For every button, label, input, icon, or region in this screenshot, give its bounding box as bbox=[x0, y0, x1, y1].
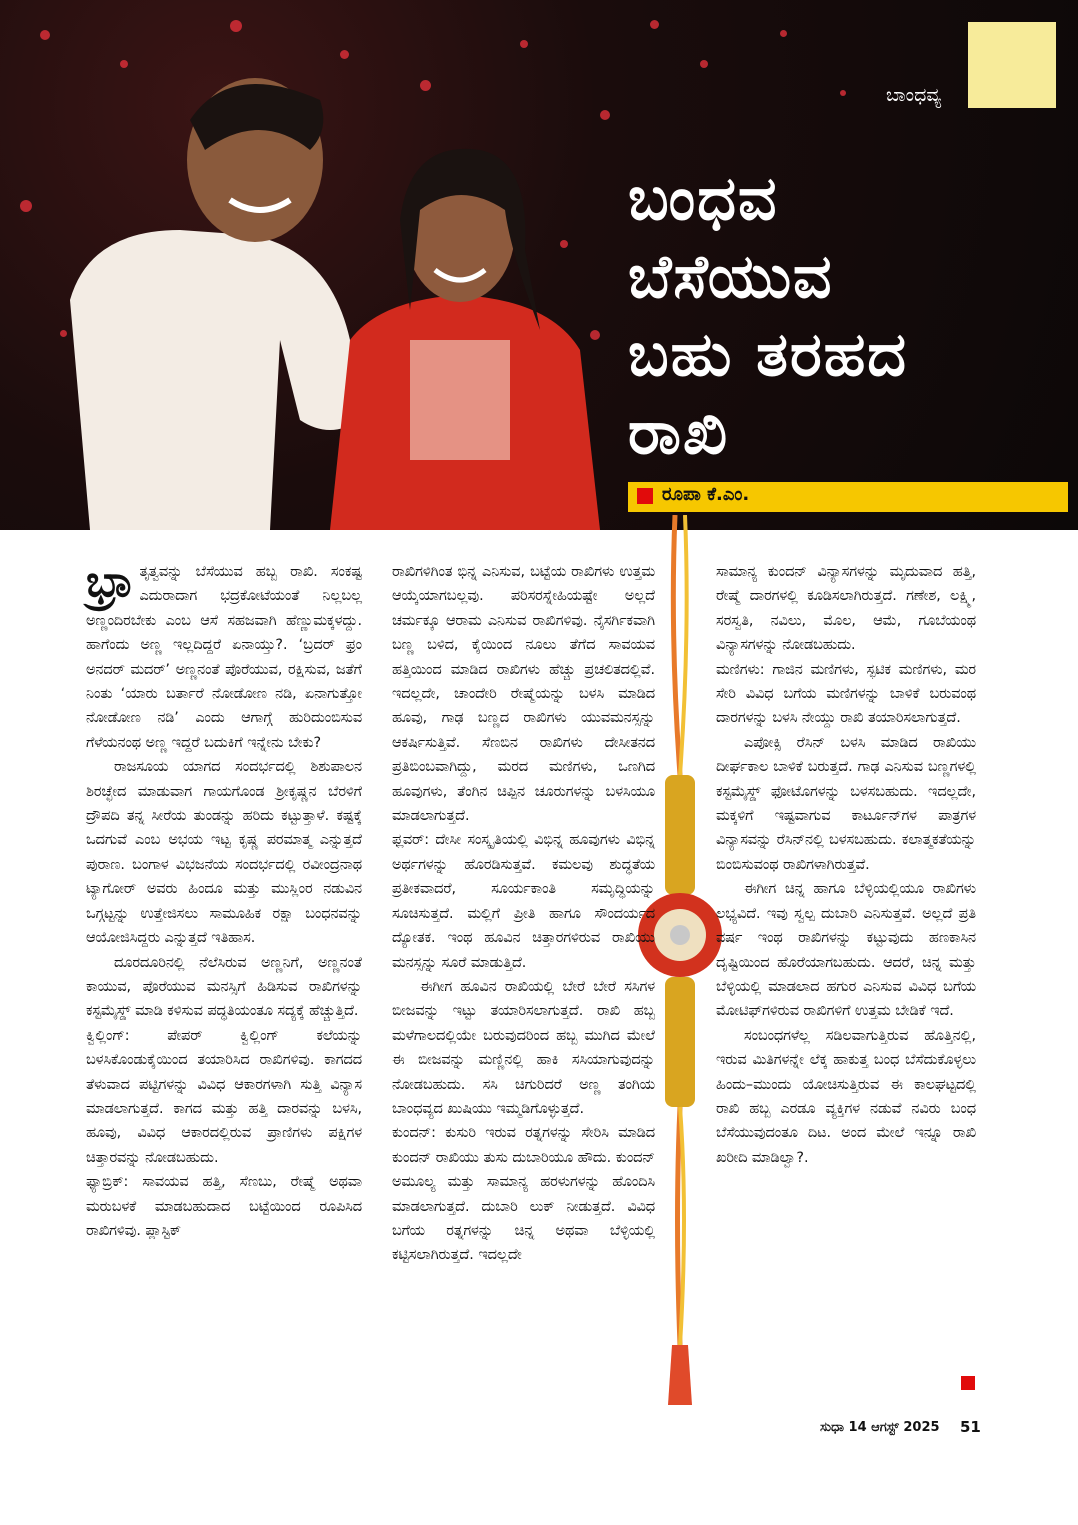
paragraph: ಸಂಬಂಧಗಳೆಲ್ಲ ಸಡಿಲವಾಗುತ್ತಿರುವ ಹೊತ್ತಿನಲ್ಲಿ, ಇರುವ ಮಿತಿಗಳನ್ನೇ ಲೆಕ್ಕ ಹಾಕುತ್ತ ಬಂಧ ಬೆಸೆದುಕೊಳ್ಳಲು ಹಿಂದು–ಮುಂದು ಯೋಚಿಸುತ್ತಿರುವ ಈ ಕಾಲಘಟ್ಟದಲ್ಲಿ ರಾಖಿ ಹಬ್ಬ ಎರಡೂ ವ್ಯಕ್ತಿಗಳ ನಡುವೆ ನವಿರು ಬಂಧ ಬೆಸೆಯುವುದಂತೂ ದಿಟ. ಅಂದ ಮೇಲೆ ಇನ್ನೂ ರಾಖಿ ಖರೀದಿ ಮಾಡಿಲ್ವಾ?. bbox=[716, 1027, 976, 1166]
section-tag-box bbox=[968, 22, 1056, 108]
page-number: 51 bbox=[960, 1418, 981, 1436]
title-line: ಬಂಧವ bbox=[628, 164, 779, 234]
woman-figure bbox=[310, 110, 600, 530]
paragraph: ಕುಂದನ್: ಕುಸುರಿ ಇರುವ ರತ್ನಗಳನ್ನು ಸೇರಿಸಿ ಮಾಡಿದ ಕುಂದನ್ ರಾಖಿಯು ತುಸು ದುಬಾರಿಯೂ ಹೌದು. ಕುಂದನ್ ಅಮೂಲ್ಯ ಮತ್ತು ಸಾಮಾನ್ಯ ಹರಳುಗಳನ್ನು ಹೊಂದಿಸಿ ಮಾಡಲಾಗುತ್ತದೆ. ದುಬಾರಿ ಲುಕ್ ನೀಡುತ್ತದೆ. ವಿವಿಧ ಬಗೆಯ ರತ್ನಗಳನ್ನು ಚಿನ್ನ ಅಥವಾ ಬೆಳ್ಳಿಯಲ್ಲಿ ಕಟ್ಟಿಸಲಾಗಿರುತ್ತದೆ. ಇದಲ್ಲದೇ bbox=[392, 1125, 655, 1264]
paragraph: ತೃತ್ವವನ್ನು ಬೆಸೆಯುವ ಹಬ್ಬ ರಾಖಿ. ಸಂಕಷ್ಟ ಎದುರಾದಾಗ ಭದ್ರಕೋಟೆಯಂತೆ ನಿಲ್ಲಬಲ್ಲ ಅಣ್ಣಂದಿರಬೇಕು ಎಂಬ ಆಸೆ ಸಹಜವಾಗಿ ಹೆಣ್ಣುಮಕ್ಕಳದ್ದು. ಹಾಗೆಂದು ಅಣ್ಣ ಇಲ್ಲದಿದ್ದರೆ ಏನಾಯ್ತು?. ‘ಬ್ರದರ್ ಫ್ರಂ ಅನದರ್ ಮದರ್’ ಅಣ್ಣನಂತೆ ಪೊರೆಯುವ, ರಕ್ಷಿಸುವ, ಜತೆಗೆ ನಿಂತು ‘ಯಾರು ಬರ್ತಾರೆ ನೋಡೋಣ ನಡಿ, ಏನಾಗುತ್ತೋ ನೋಡೋಣ ನಡಿ’ ಎಂದು ಆಗಾಗ್ಗೆ ಹುರಿದುಂಬಿಸುವ ಗೆಳೆಯನಂಥ ಅಣ್ಣ ಇದ್ದರೆ ಬದುಕಿಗೆ ಇನ್ನೇನು ಬೇಕು? bbox=[86, 564, 362, 751]
column-2 bbox=[392, 560, 655, 1268]
title-line: ಬಹು ತರಹದ bbox=[628, 320, 909, 390]
paragraph: ಫ್ಲವರ್: ದೇಸೀ ಸಂಸ್ಕೃತಿಯಲ್ಲಿ ವಿಭಿನ್ನ ಹೂವುಗಳು ವಿಭಿನ್ನ ಅರ್ಥಗಳನ್ನು ಹೊರಡಿಸುತ್ತವೆ. ಕಮಲವು ಶುದ್ಧತೆಯ ಪ್ರತೀಕವಾದರೆ, ಸೂರ್ಯಕಾಂತಿ ಸಮೃದ್ಧಿಯನ್ನು ಸೂಚಿಸುತ್ತದೆ. ಮಲ್ಲಿಗೆ ಪ್ರೀತಿ ಹಾಗೂ ಸೌಂದರ್ಯದ ದ್ಯೋತಕ. ಇಂಥ ಹೂವಿನ ಚಿತ್ತಾರಗಳಿರುವ ರಾಖಿಯು ಮನಸ್ಸನ್ನು ಸೂರೆ ಮಾಡುತ್ತಿದೆ. bbox=[392, 832, 655, 971]
red-square-bullet-icon bbox=[637, 488, 653, 504]
article-title bbox=[628, 160, 1048, 472]
footer-publication: ಸುಧಾ 14 ಆಗಸ್ಟ್ 2025 bbox=[820, 1420, 940, 1435]
paragraph: ಫ್ಯಾಬ್ರಿಕ್: ಸಾವಯವ ಹತ್ತಿ, ಸೆಣಬು, ರೇಷ್ಮೆ ಅಥವಾ ಮರುಬಳಕೆ ಮಾಡಬಹುದಾದ ಬಟ್ಟೆಯಿಂದ ರೂಪಿಸಿದ ರಾಖಿಗಳಿವು. ಪ್ಲಾಸ್ಟಿಕ್ bbox=[86, 1174, 362, 1239]
paragraph: ಮಣಿಗಳು: ಗಾಜಿನ ಮಣಿಗಳು, ಸ್ಫಟಿಕ ಮಣಿಗಳು, ಮರ ಸೇರಿ ವಿವಿಧ ಬಗೆಯ ಮಣಿಗಳನ್ನು ಬಾಳಿಕೆ ಬರುವಂಥ ದಾರಗಳನ್ನು ಬಳಸಿ ನೇಯ್ದು ರಾಖಿ ತಯಾರಿಸಲಾಗುತ್ತದೆ. bbox=[716, 661, 976, 727]
end-mark-icon bbox=[961, 1376, 975, 1390]
column-3 bbox=[716, 560, 976, 1170]
paragraph: ರಾಖಿಗಳಿಗಿಂತ ಭಿನ್ನ ಎನಿಸುವ, ಬಟ್ಟೆಯ ರಾಖಿಗಳು ಉತ್ತಮ ಆಯ್ಕೆಯಾಗಬಲ್ಲವು. ಪರಿಸರಸ್ನೇಹಿಯಷ್ಟೇ ಅಲ್ಲದೆ ಚರ್ಮಕ್ಕೂ ಆರಾಮ ಎನಿಸುವ ರಾಖಿಗಳಿವು. ನೈಸರ್ಗಿಕವಾಗಿ ಬಣ್ಣ ಬಳಿದ, ಕೈಯಿಂದ ನೂಲು ತೆಗೆದ ಸಾವಯವ ಹತ್ತಿಯಿಂದ ಮಾಡಿದ ರಾಖಿಗಳು ಹೆಚ್ಚು ಪ್ರಚಲಿತದಲ್ಲಿವೆ. ಇದಲ್ಲದೇ, ಚಾಂದೇರಿ ರೇಷ್ಮೆಯನ್ನು ಬಳಸಿ ಮಾಡಿದ ಹೂವು, ಗಾಢ ಬಣ್ಣದ ರಾಖಿಗಳು ಯುವಮನಸ್ಸನ್ನು ಆಕರ್ಷಿಸುತ್ತಿವೆ. ಸೆಣಬಿನ ರಾಖಿಗಳು ದೇಸೀತನದ ಪ್ರತಿಬಿಂಬವಾಗಿದ್ದು, ಮರದ ಮಣಿಗಳು, ಒಣಗಿದ ಹೂವುಗಳು, ತೆಂಗಿನ ಚಿಪ್ಪಿನ ಚೂರುಗಳನ್ನು ಬಳಸಿಯೂ ಮಾಡಲಾಗುತ್ತದೆ. bbox=[392, 564, 655, 825]
title-line: ಬೆಸೆಯುವ bbox=[628, 242, 834, 312]
paragraph: ಈಗೀಗ ಹೂವಿನ ರಾಖಿಯಲ್ಲಿ ಬೇರೆ ಬೇರೆ ಸಸಿಗಳ ಬೀಜವನ್ನು ಇಟ್ಟು ತಯಾರಿಸಲಾಗುತ್ತದೆ. ರಾಖಿ ಹಬ್ಬ ಮಳೆಗಾಲದಲ್ಲಿಯೇ ಬರುವುದರಿಂದ ಹಬ್ಬ ಮುಗಿದ ಮೇಲೆ ಈ ಬೀಜವನ್ನು ಮಣ್ಣಿನಲ್ಲಿ ಹಾಕಿ ಸಸಿಯಾಗುವುದನ್ನು ನೋಡಬಹುದು. ಸಸಿ ಚಿಗುರಿದರೆ ಅಣ್ಣ ತಂಗಿಯ ಬಾಂಧವ್ಯದ ಖುಷಿಯು ಇಮ್ಮಡಿಗೊಳ್ಳುತ್ತದೆ. bbox=[392, 978, 655, 1117]
paragraph: ಸಾಮಾನ್ಯ ಕುಂದನ್ ವಿನ್ಯಾಸಗಳನ್ನು ಮೃದುವಾದ ಹತ್ತಿ, ರೇಷ್ಮೆ ದಾರಗಳಲ್ಲಿ ಕೂಡಿಸಲಾಗಿರುತ್ತದೆ. ಗಣೇಶ, ಲಕ್ಷ್ಮಿ, ಸರಸ್ವತಿ, ನವಿಲು, ಮೊಲ, ಆಮೆ, ಗೂಬೆಯಂಥ ವಿನ್ಯಾಸಗಳನ್ನು ನೋಡಬಹುದು. bbox=[716, 564, 976, 654]
section-label: ಬಾಂಧವ್ಯ bbox=[886, 84, 942, 106]
title-line: ರಾಖಿ bbox=[628, 398, 730, 468]
paragraph: ಎಪೋಕ್ಸಿ ರೆಸಿನ್ ಬಳಸಿ ಮಾಡಿದ ರಾಖಿಯು ದೀರ್ಘಕಾಲ ಬಾಳಿಕೆ ಬರುತ್ತದೆ. ಗಾಢ ಎನಿಸುವ ಬಣ್ಣಗಳಲ್ಲಿ ಕಸ್ಟಮೈಸ್ಡ್ ಫೋಟೊಗಳನ್ನು ಬಳಸಬಹುದು. ಇದಲ್ಲದೇ, ಮಕ್ಕಳಿಗೆ ಇಷ್ಟವಾಗುವ ಕಾರ್ಟೂನ್‌ಗಳ ಪಾತ್ರಗಳ ವಿನ್ಯಾಸವನ್ನು ರೆಸಿನ್‌ನಲ್ಲಿ ಬಳಸಬಹುದು. ಕಲಾತ್ಮಕತೆಯನ್ನು ಬಿಂಬಿಸುವಂಥ ರಾಖಿಗಳಾಗಿರುತ್ತವೆ. bbox=[716, 734, 976, 873]
paragraph: ರಾಜಸೂಯ ಯಾಗದ ಸಂದರ್ಭದಲ್ಲಿ ಶಿಶುಪಾಲನ ಶಿರಚ್ಛೇದ ಮಾಡುವಾಗ ಗಾಯಗೊಂಡ ಶ್ರೀಕೃಷ್ಣನ ಬೆರಳಿಗೆ ದ್ರೌಪದಿ ತನ್ನ ಸೀರೆಯ ತುಂಡನ್ನು ಹರಿದು ಕಟ್ಟುತ್ತಾಳೆ. ಕಷ್ಟಕ್ಕೆ ಒದಗುವೆ ಎಂಬ ಅಭಯ ಇಟ್ಟ ಕೃಷ್ಣ ಪರಮಾತ್ಮ ಎನ್ನುತ್ತದೆ ಪುರಾಣ. ಬಂಗಾಳ ವಿಭಜನೆಯ ಸಂದರ್ಭದಲ್ಲಿ ರವೀಂದ್ರನಾಥ ಟ್ಯಾಗೋರ್ ಅವರು ಹಿಂದೂ ಮತ್ತು ಮುಸ್ಲಿಂರ ನಡುವಿನ ಒಗ್ಗಟ್ಟನ್ನು ಉತ್ತೇಜಿಸಲು ಸಾಮೂಹಿಕ ರಕ್ಷಾ ಬಂಧನವನ್ನು ಆಯೋಜಿಸಿದ್ದರು ಎನ್ನುತ್ತದೆ ಇತಿಹಾಸ. bbox=[86, 759, 362, 947]
paragraph: ಈಗೀಗ ಚಿನ್ನ ಹಾಗೂ ಬೆಳ್ಳಿಯಲ್ಲಿಯೂ ರಾಖಿಗಳು ಲಭ್ಯವಿದೆ. ಇವು ಸ್ವಲ್ಪ ದುಬಾರಿ ಎನಿಸುತ್ತವೆ. ಅಲ್ಲದೆ ಪ್ರತಿ ವರ್ಷ ಇಂಥ ರಾಖಿಗಳನ್ನು ಕಟ್ಟುವುದು ಹಣಕಾಸಿನ ದೃಷ್ಟಿಯಿಂದ ಹೊರೆಯಾಗಬಹುದು. ಆದರೆ, ಚಿನ್ನ ಮತ್ತು ಬೆಳ್ಳಿಯಲ್ಲಿ ಮಾಡಲಾದ ಹಗುರ ಎನಿಸುವ ವಿವಿಧ ಬಗೆಯ ಮೋಟಿಫ್‌ಗಳಿರುವ ರಾಖಿಗಳಿಗೆ ಉತ್ತಮ ಬೇಡಿಕೆ ಇದೆ. bbox=[716, 881, 976, 1020]
drop-cap: ಭ್ರಾ bbox=[86, 556, 134, 607]
column-1 bbox=[86, 556, 362, 1243]
paragraph: ದೂರದೂರಿನಲ್ಲಿ ನೆಲೆಸಿರುವ ಅಣ್ಣನಿಗೆ, ಅಣ್ಣನಂತೆ ಕಾಯುವ, ಪೊರೆಯುವ ಮನಸ್ಸಿಗೆ ಹಿಡಿಸುವ ರಾಖಿಗಳನ್ನು ಕಸ್ಟಮೈಸ್ಡ್ ಮಾಡಿ ಕಳಿಸುವ ಪದ್ಧತಿಯಂತೂ ಸದ್ಯಕ್ಕೆ ಹೆಚ್ಚುತ್ತಿದೆ. bbox=[86, 954, 362, 1020]
author-byline: ರೂಪಾ ಕೆ.ಎಂ. bbox=[662, 484, 750, 505]
paragraph: ಕ್ವಿಲ್ಲಿಂಗ್: ಪೇಪರ್ ಕ್ವಿಲ್ಲಿಂಗ್ ಕಲೆಯನ್ನು ಬಳಸಿಕೊಂಡುಕೈಯಿಂದ ತಯಾರಿಸಿದ ರಾಖಿಗಳಿವು. ಕಾಗದದ ತೆಳುವಾದ ಪಟ್ಟಿಗಳನ್ನು ವಿವಿಧ ಆಕಾರಗಳಾಗಿ ಸುತ್ತಿ ವಿನ್ಯಾಸ ಮಾಡಲಾಗುತ್ತದೆ. ಕಾಗದ ಮತ್ತು ಹತ್ತಿ ದಾರವನ್ನು ಬಳಸಿ, ಹೂವು, ವಿವಿಧ ಆಕಾರದಲ್ಲಿರುವ ಪ್ರಾಣಿಗಳು ಪಕ್ಷಿಗಳ ಚಿತ್ತಾರವನ್ನು ನೋಡಬಹುದು. bbox=[86, 1027, 362, 1166]
hero-photo bbox=[0, 0, 1078, 530]
